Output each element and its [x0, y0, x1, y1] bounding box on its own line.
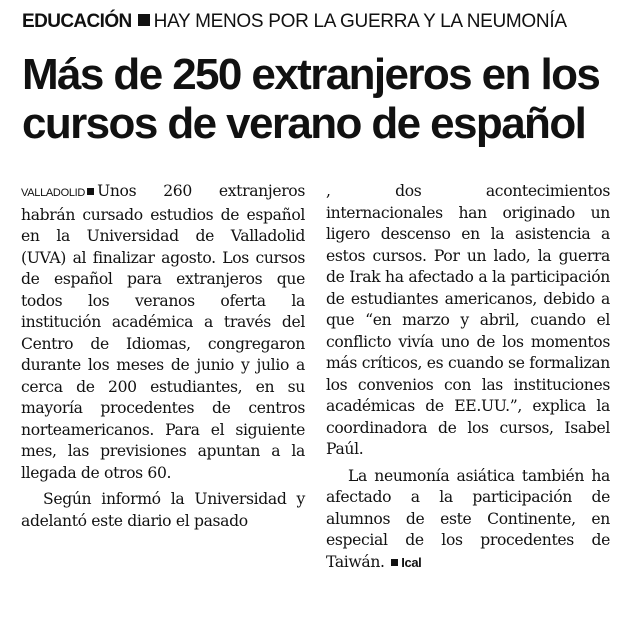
section-label: EDUCACIÓN [22, 11, 132, 32]
headline-line-2: cursos de verano de español [22, 99, 586, 148]
article-paragraph-2 [21, 489, 305, 532]
paragraph-2-text: Según informó la Universidad y adelantó este diario el pasado [21, 490, 305, 530]
article-paragraph-1 [21, 181, 305, 484]
kicker [22, 10, 622, 34]
end-square-icon [391, 559, 398, 566]
paragraph-1-text: Unos 260 extranjeros habrán cursado estudios de español en la Universidad de Valladolid (UVA) al finalizar agosto. Los cursos de español para extranjeros que todos los veranos oferta la institución académica a través del Centro de Idiomas, congregaron durante los meses de junio y julio a cerca de 200 estudiantes, en su mayoría procedentes de centros norteamericanos. Para el siguiente mes, las previsiones apuntan a la llegada de otros 60. [21, 182, 305, 482]
article-column-1 [21, 181, 305, 532]
dateline: VALLADOLID [21, 187, 86, 199]
article-paragraph-2-continued [326, 181, 610, 461]
agency-credit: Ical [401, 554, 422, 570]
kicker-subtitle: HAY MENOS POR LA GUERRA Y LA NEUMONÍA [153, 11, 567, 32]
article-paragraph-3 [326, 466, 610, 574]
dateline-square-icon [87, 188, 94, 195]
headline-line-1: Más de 250 extranjeros en los [22, 50, 600, 99]
article-column-2 [326, 181, 610, 573]
separator-square-icon [138, 14, 150, 26]
headline [22, 50, 622, 148]
paragraph-2-continued-text: , dos acontecimientos internacionales han originado un ligero descenso en la asistencia a estos cursos. Por un lado, la guerra de Irak ha afectado a la participación de estudiantes americanos, debido a que “en marzo y abril, cuando el conflicto vivía uno de los momentos más críticos, es cuando se formalizan los convenios con las instituciones académicas de EE.UU.”, explica la coordinadora de los cursos, Isabel Paúl. [326, 182, 610, 458]
paragraph-3-text: La neumonía asiática también ha afectado a la participación de alumnos de este Continente, en especial de los procedentes de Taiwán. [326, 466, 610, 571]
